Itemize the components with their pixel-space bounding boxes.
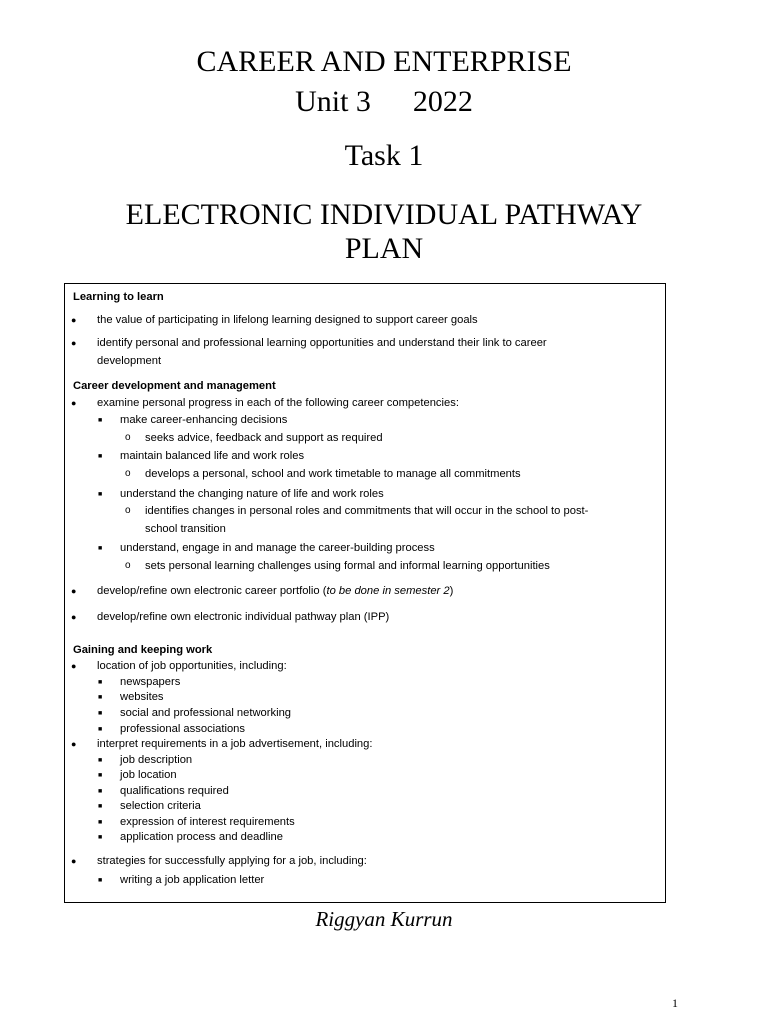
- sub-sub-item: o seeks advice, feedback and support as required: [125, 432, 383, 444]
- sub-item: ■ understand the changing nature of life and work roles: [98, 488, 384, 500]
- subtitle-line-2: PLAN: [344, 232, 424, 265]
- sub-item: ■ qualifications required: [98, 785, 229, 797]
- square-marker: ■: [98, 819, 103, 826]
- square-marker: ■: [98, 803, 103, 810]
- square-marker: ■: [98, 694, 103, 701]
- list-item: ● the value of participating in lifelong learning designed to support career goals: [71, 314, 478, 326]
- square-marker: ■: [98, 726, 103, 733]
- sub-item: ■ understand, engage in and manage the career-building process: [98, 542, 435, 554]
- sub-item: ■ newspapers: [98, 676, 181, 688]
- list-item: ● strategies for successfully applying for a job, including:: [71, 855, 367, 867]
- square-marker: ■: [98, 491, 103, 498]
- year-label: 2022: [412, 85, 473, 118]
- square-marker: ■: [98, 679, 103, 686]
- square-marker: ■: [98, 877, 103, 884]
- sub-item: ■ websites: [98, 691, 164, 703]
- square-marker: ■: [98, 834, 103, 841]
- square-marker: ■: [98, 453, 103, 460]
- document-title: CAREER AND ENTERPRISE: [196, 45, 572, 78]
- square-marker: ■: [98, 757, 103, 764]
- square-marker: ■: [98, 545, 103, 552]
- square-marker: ■: [98, 788, 103, 795]
- bullet-marker: ●: [71, 586, 77, 596]
- bullet-marker: ●: [71, 315, 77, 325]
- list-item-continuation: development: [97, 355, 162, 367]
- sub-item: ■ application process and deadline: [98, 831, 283, 843]
- bullet-marker: ●: [71, 661, 77, 671]
- list-item: ● location of job opportunities, including:: [71, 660, 287, 672]
- square-marker: ■: [98, 772, 103, 779]
- sub-sub-item: o develops a personal, school and work timetable to manage all commitments: [125, 468, 521, 480]
- bullet-marker: ●: [71, 739, 77, 749]
- sub-item: ■ expression of interest requirements: [98, 816, 295, 828]
- circle-marker: o: [125, 432, 131, 443]
- sub-sub-item-continuation: school transition: [145, 523, 226, 535]
- bullet-marker: ●: [71, 398, 77, 408]
- list-item: ● develop/refine own electronic career portfolio (to be done in semester 2): [71, 585, 454, 597]
- bullet-marker: ●: [71, 612, 77, 622]
- circle-marker: o: [125, 560, 131, 571]
- sub-item: ■ writing a job application letter: [98, 874, 265, 886]
- sub-item: ■ job location: [98, 769, 177, 781]
- square-marker: ■: [98, 417, 103, 424]
- section-heading: Gaining and keeping work: [73, 644, 213, 656]
- sub-item: ■ job description: [98, 754, 193, 766]
- sub-sub-item: o sets personal learning challenges using formal and informal learning opportunities: [125, 560, 550, 572]
- list-item: ● develop/refine own electronic individual pathway plan (IPP): [71, 611, 390, 623]
- list-item: ● examine personal progress in each of the following career competencies:: [71, 397, 459, 409]
- sub-item: ■ professional associations: [98, 723, 245, 735]
- list-item: ● identify personal and professional learning opportunities and understand their link to career: [71, 337, 547, 349]
- sub-sub-item: o identifies changes in personal roles and commitments that will occur in the school to post-: [125, 505, 589, 517]
- bullet-marker: ●: [71, 338, 77, 348]
- unit-label: Unit 3: [295, 85, 371, 118]
- task-label: Task 1: [344, 139, 424, 172]
- page-number: 1: [672, 996, 678, 1010]
- sub-item: ■ make career-enhancing decisions: [98, 414, 288, 426]
- subtitle-line-1: ELECTRONIC INDIVIDUAL PATHWAY: [125, 198, 643, 231]
- section-heading: Career development and management: [73, 380, 276, 392]
- sub-item: ■ maintain balanced life and work roles: [98, 450, 305, 462]
- content-box: [64, 283, 666, 903]
- circle-marker: o: [125, 505, 131, 516]
- unit-year-line: [0, 86, 768, 118]
- list-item: ● interpret requirements in a job advertisement, including:: [71, 738, 373, 750]
- sub-item: ■ selection criteria: [98, 800, 201, 812]
- section-heading: Learning to learn: [73, 291, 164, 303]
- author-name: Riggyan Kurrun: [315, 907, 453, 931]
- circle-marker: o: [125, 468, 131, 479]
- bullet-marker: ●: [71, 856, 77, 866]
- square-marker: ■: [98, 710, 103, 717]
- sub-item: ■ social and professional networking: [98, 707, 292, 719]
